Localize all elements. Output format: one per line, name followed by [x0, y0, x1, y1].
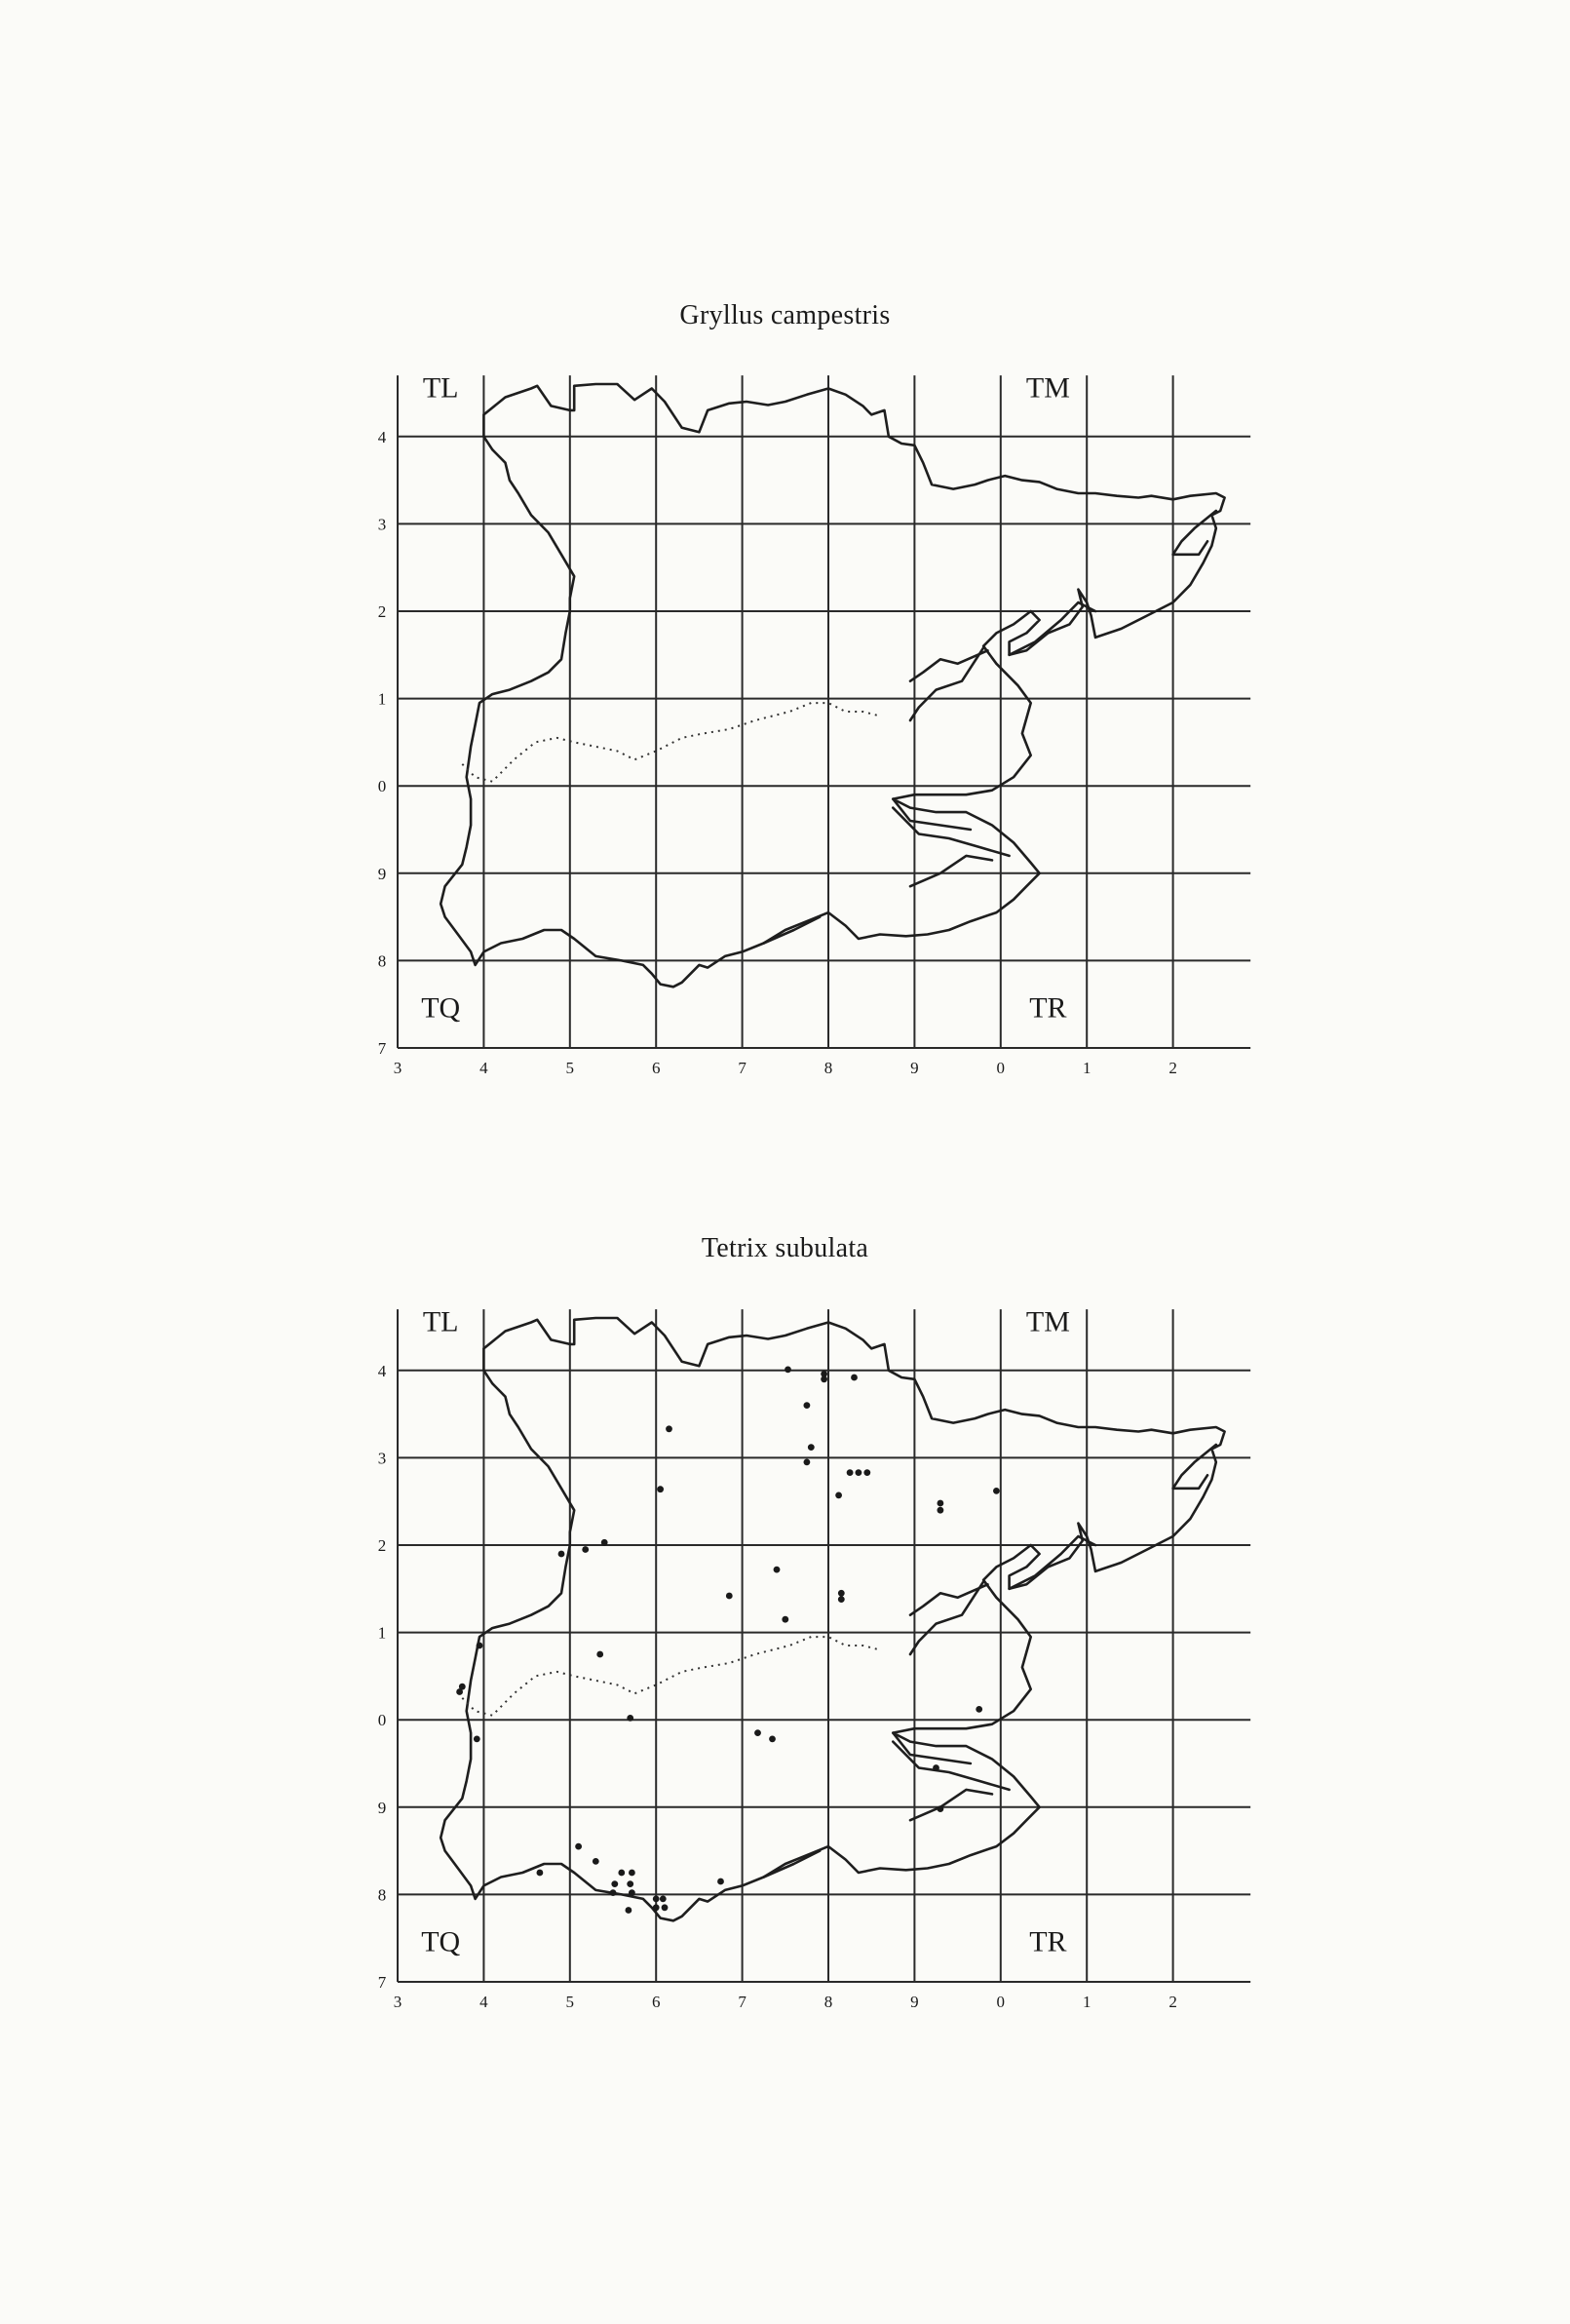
- record-dot: [611, 1880, 618, 1887]
- record-dot: [596, 1651, 603, 1658]
- record-dot: [627, 1715, 633, 1722]
- x-tick-label: 3: [393, 1059, 402, 1077]
- record-dot: [769, 1736, 776, 1743]
- grid-square-label: TM: [1025, 1305, 1070, 1338]
- x-tick-label: 4: [479, 1059, 488, 1077]
- record-dot: [660, 1896, 667, 1903]
- record-dot: [754, 1729, 761, 1736]
- record-dot: [993, 1488, 1000, 1494]
- record-dot: [976, 1706, 982, 1713]
- x-tick-label: 6: [651, 1993, 661, 2011]
- grid-square-label: TR: [1029, 991, 1067, 1025]
- map-title: Tetrix subulata: [701, 1233, 869, 1263]
- record-dot: [851, 1375, 858, 1381]
- estuary-line: [910, 1582, 983, 1654]
- record-dot: [666, 1425, 672, 1432]
- x-tick-label: 0: [996, 1059, 1006, 1077]
- y-tick-label: 4: [377, 427, 387, 446]
- y-tick-label: 7: [377, 1039, 387, 1058]
- record-dot: [938, 1500, 944, 1507]
- x-tick-label: 8: [823, 1993, 833, 2011]
- record-dot: [477, 1643, 483, 1649]
- y-tick-label: 7: [377, 1973, 387, 1992]
- grid-labels: [378, 1305, 1177, 2011]
- y-tick-label: 2: [377, 1536, 387, 1555]
- boundary-dotted-line: [462, 1637, 880, 1716]
- record-dot: [785, 1367, 791, 1374]
- x-tick-label: 5: [565, 1059, 575, 1077]
- record-dot: [933, 1764, 939, 1771]
- x-tick-label: 2: [1168, 1059, 1177, 1077]
- estuary-line: [764, 1851, 821, 1878]
- record-dot: [938, 1507, 944, 1514]
- record-dot: [653, 1896, 660, 1903]
- record-dot: [838, 1596, 845, 1603]
- coastline-outline: [440, 1318, 1224, 1920]
- y-tick-label: 8: [377, 951, 387, 971]
- estuary-line: [910, 1584, 988, 1614]
- record-dot: [804, 1459, 811, 1466]
- y-tick-label: 0: [377, 1711, 387, 1730]
- record-dot: [626, 1907, 632, 1914]
- record-dot: [456, 1688, 463, 1695]
- x-tick-label: 1: [1082, 1059, 1091, 1077]
- grid-lines: [398, 1309, 1250, 1982]
- x-tick-label: 7: [738, 1059, 747, 1077]
- y-tick-label: 1: [377, 1623, 387, 1643]
- y-tick-label: 3: [377, 515, 387, 534]
- y-tick-label: 0: [377, 777, 387, 796]
- record-dot: [653, 1904, 660, 1911]
- record-dot: [835, 1492, 842, 1499]
- y-tick-label: 9: [377, 864, 387, 883]
- record-dot: [808, 1444, 815, 1451]
- record-dot: [629, 1889, 635, 1896]
- grid-square-label: TQ: [421, 991, 461, 1025]
- x-tick-label: 3: [393, 1993, 402, 2011]
- grid-square-label: TQ: [421, 1925, 461, 1958]
- estuary-line: [910, 1790, 992, 1820]
- record-dot: [601, 1539, 608, 1546]
- grid-square-label: TR: [1029, 1925, 1067, 1958]
- y-tick-label: 3: [377, 1449, 387, 1468]
- record-dot: [856, 1469, 862, 1476]
- record-dot: [657, 1486, 664, 1492]
- record-dot: [717, 1879, 724, 1885]
- x-tick-label: 9: [910, 1059, 919, 1077]
- x-tick-label: 2: [1168, 1993, 1177, 2011]
- county-boundary: [462, 1637, 880, 1716]
- x-tick-label: 1: [1082, 1993, 1091, 2011]
- record-dot: [558, 1551, 565, 1558]
- y-tick-label: 9: [377, 1798, 387, 1817]
- record-dot: [821, 1375, 827, 1382]
- y-tick-label: 8: [377, 1885, 387, 1905]
- coastline: [440, 1318, 1224, 1920]
- record-dot: [863, 1469, 870, 1476]
- record-dot: [774, 1567, 781, 1573]
- grid-square-label: TM: [1025, 371, 1070, 405]
- x-tick-label: 4: [479, 1993, 488, 2011]
- x-tick-label: 8: [823, 1059, 833, 1077]
- record-dot: [804, 1402, 811, 1409]
- x-tick-label: 9: [910, 1993, 919, 2011]
- record-dot: [627, 1880, 633, 1887]
- x-tick-label: 5: [565, 1993, 575, 2011]
- record-dot: [847, 1469, 854, 1476]
- record-dot: [575, 1843, 582, 1850]
- record-dot: [838, 1590, 845, 1597]
- x-tick-label: 6: [651, 1059, 661, 1077]
- x-tick-label: 0: [996, 1993, 1006, 2011]
- record-dot: [782, 1616, 788, 1623]
- map-title: Gryllus campestris: [679, 300, 891, 330]
- record-dot: [582, 1546, 589, 1553]
- record-dot: [474, 1736, 480, 1743]
- x-tick-label: 7: [738, 1993, 747, 2011]
- record-dot: [629, 1870, 635, 1877]
- y-tick-label: 1: [377, 689, 387, 709]
- record-dot: [726, 1593, 733, 1600]
- record-dot: [593, 1858, 599, 1865]
- grid-square-label: TL: [422, 371, 459, 405]
- record-dot: [618, 1870, 625, 1877]
- y-tick-label: 4: [377, 1361, 387, 1380]
- grid-square-label: TL: [422, 1305, 459, 1338]
- record-dot: [610, 1889, 617, 1896]
- estuary-line: [893, 1742, 1009, 1790]
- record-dots: [456, 1367, 1000, 1914]
- record-dot: [662, 1904, 669, 1911]
- record-dot: [938, 1805, 944, 1812]
- record-dot: [537, 1870, 544, 1877]
- y-tick-label: 2: [377, 602, 387, 621]
